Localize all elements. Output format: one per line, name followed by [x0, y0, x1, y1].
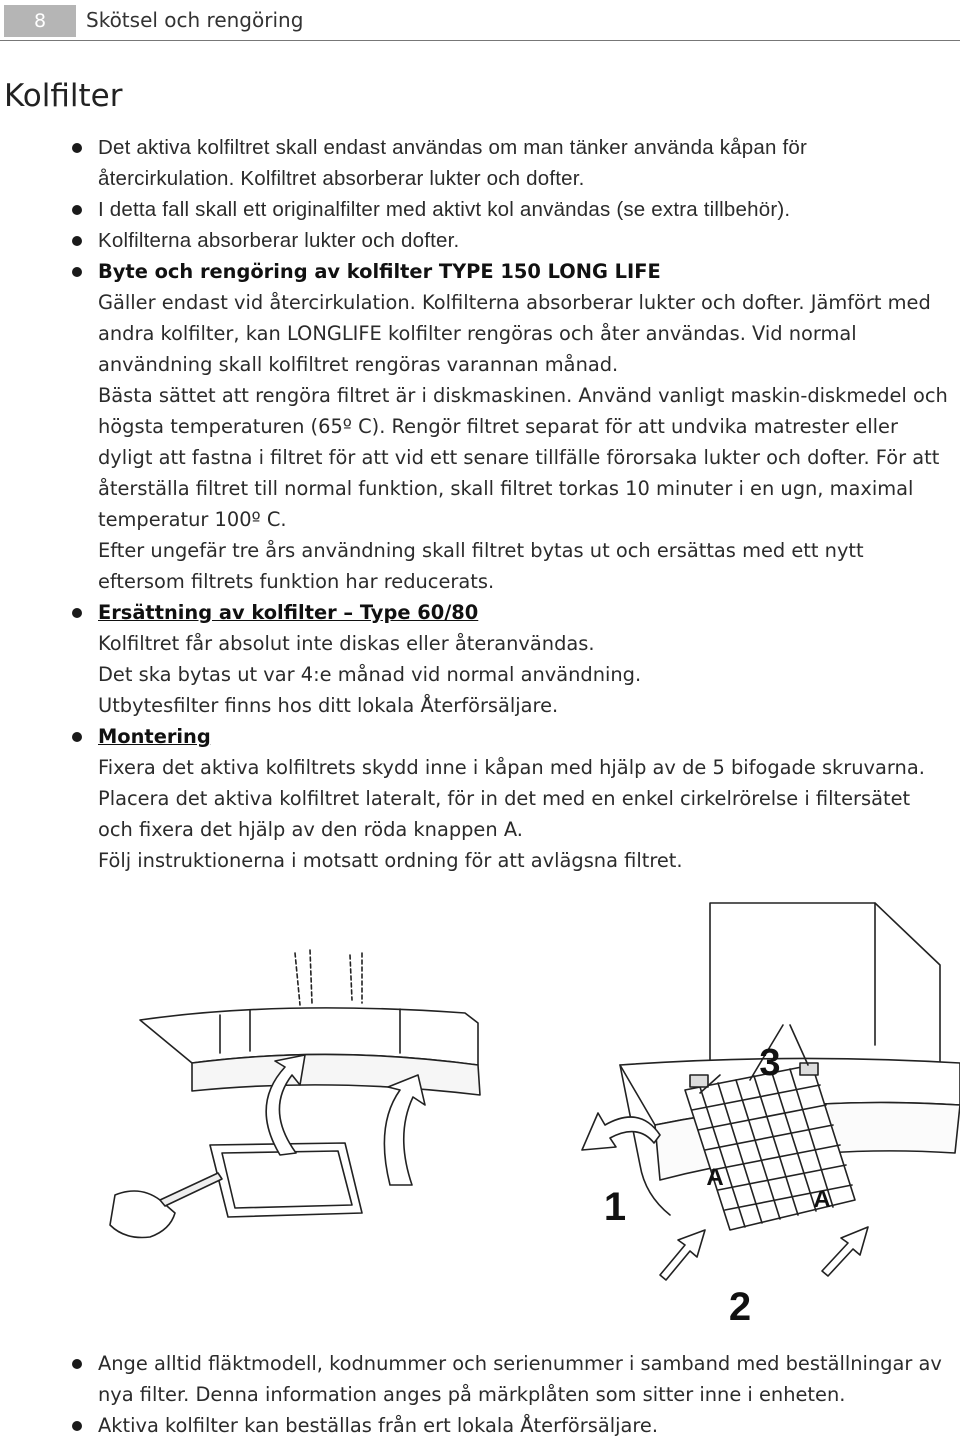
mounting-heading [0, 721, 960, 752]
main-content [0, 132, 960, 876]
arrow-diagonal-2 [822, 1227, 868, 1276]
long-life-line: andra kolfilter, kan LONGLIFE kolfilter rengöras och åter användas. Vid normal [98, 322, 857, 345]
screw-line [295, 950, 362, 1005]
arrow-diagonal-1 [660, 1230, 705, 1280]
intro-bullet [0, 132, 960, 163]
page-header [0, 0, 960, 44]
footer-bullet [0, 1348, 960, 1379]
replacement-line: Utbytesfilter finns hos ditt lokala Återförsäljare. [98, 694, 559, 717]
page-title: Kolfilter [4, 78, 123, 114]
label-2: 2 [728, 1285, 752, 1329]
arrow-rotate [582, 1113, 660, 1150]
mounting-line: Fixera det aktiva kolfiltrets skydd inne i kåpan med hjälp av de 5 bifogade skruvarna. [98, 756, 925, 779]
section-title: Skötsel och rengöring [86, 8, 304, 32]
mounting-line: Placera det aktiva kolfiltret lateralt, för in det med en enkel cirkelrörelse i filtersätet [98, 787, 911, 810]
bullet-text: Det aktiva kolfiltret skall endast användas om man tänker använda kåpan för [98, 136, 807, 159]
installation-illustration [100, 895, 960, 1345]
arrow-up-right [384, 1075, 425, 1185]
bullet-text: Ange alltid fläktmodell, kodnummer och serienummer i samband med beställningar av [98, 1352, 942, 1375]
long-life-line: dyligt att fastna i filtret för att vid ett senare tillfälle förorsaka lukter och dofter. För att [98, 446, 940, 469]
long-life-line: Efter ungefär tre års användning skall filtret bytas ut och ersättas med ett nytt [98, 539, 864, 562]
footer-notes [0, 1348, 960, 1441]
bullet-text: I detta fall skall ett originalfilter med aktivt kol användas (se extra tillbehör). [98, 198, 791, 221]
label-a-right: A [813, 1186, 831, 1213]
clip-right [800, 1063, 818, 1075]
bullet-icon [72, 205, 82, 215]
intro-bullet [0, 194, 960, 225]
long-life-line: högsta temperaturen (65º C). Rengör filtret separat för att undvika matrester eller [98, 415, 898, 438]
bullet-icon [72, 1359, 82, 1369]
bullet-icon [72, 267, 82, 277]
heading-text: Montering [98, 725, 211, 748]
mounting-line: och fixera det hjälp av den röda knappen A. [98, 818, 523, 841]
long-life-heading [0, 256, 960, 287]
footer-bullet-continuation: nya filter. Denna information anges på märkplåten som sitter inne i enheten. [98, 1383, 846, 1406]
long-life-line: Gäller endast vid återcirkulation. Kolfilterna absorberar lukter och dofter. Jämfört med [98, 291, 931, 314]
bullet-text: Aktiva kolfilter kan beställas från ert lokala Återförsäljare. [98, 1414, 659, 1437]
page-number: 8 [4, 5, 76, 37]
bullet-icon [72, 236, 82, 246]
bullet-icon [72, 608, 82, 618]
bullet-text: Kolfilterna absorberar lukter och dofter. [98, 229, 460, 252]
heading-text: Ersättning av kolfilter – Type 60/80 [98, 601, 479, 624]
intro-bullet [0, 225, 960, 256]
footer-bullet [0, 1410, 960, 1441]
bullet-icon [72, 1421, 82, 1431]
bullet-icon [72, 143, 82, 153]
label-3: 3 [759, 1042, 781, 1084]
bullet-icon [72, 732, 82, 742]
replacement-line: Det ska bytas ut var 4:e månad vid normal användning. [98, 663, 642, 686]
replacement-heading [0, 597, 960, 628]
long-life-line: återställa filtret till normal funktion, skall filtret torkas 10 minuter i en ugn, maximal [98, 477, 914, 500]
mounting-line: Följ instruktionerna i motsatt ordning för att avlägsna filtret. [98, 849, 683, 872]
long-life-line: eftersom filtrets funktion har reducerats. [98, 570, 495, 593]
clip-left [690, 1075, 708, 1087]
long-life-line: användning skall kolfiltret rengöras varannan månad. [98, 353, 619, 376]
intro-bullet-continuation: återcirkulation. Kolfiltret absorberar lukter och dofter. [98, 167, 585, 190]
label-1: 1 [603, 1185, 627, 1229]
hood-diagram [100, 895, 960, 1345]
header-divider [0, 40, 960, 41]
long-life-line: Bästa sättet att rengöra filtret är i diskmaskinen. Använd vanligt maskin-diskmedel och [98, 384, 948, 407]
label-a-left: A [706, 1164, 724, 1191]
screwdriver [160, 1173, 222, 1206]
replacement-line: Kolfiltret får absolut inte diskas eller återanvändas. [98, 632, 595, 655]
long-life-line: temperatur 100º C. [98, 508, 287, 531]
heading-text: Byte och rengöring av kolfilter TYPE 150 LONG LIFE [98, 260, 661, 283]
left-hood-rim [192, 1054, 480, 1095]
